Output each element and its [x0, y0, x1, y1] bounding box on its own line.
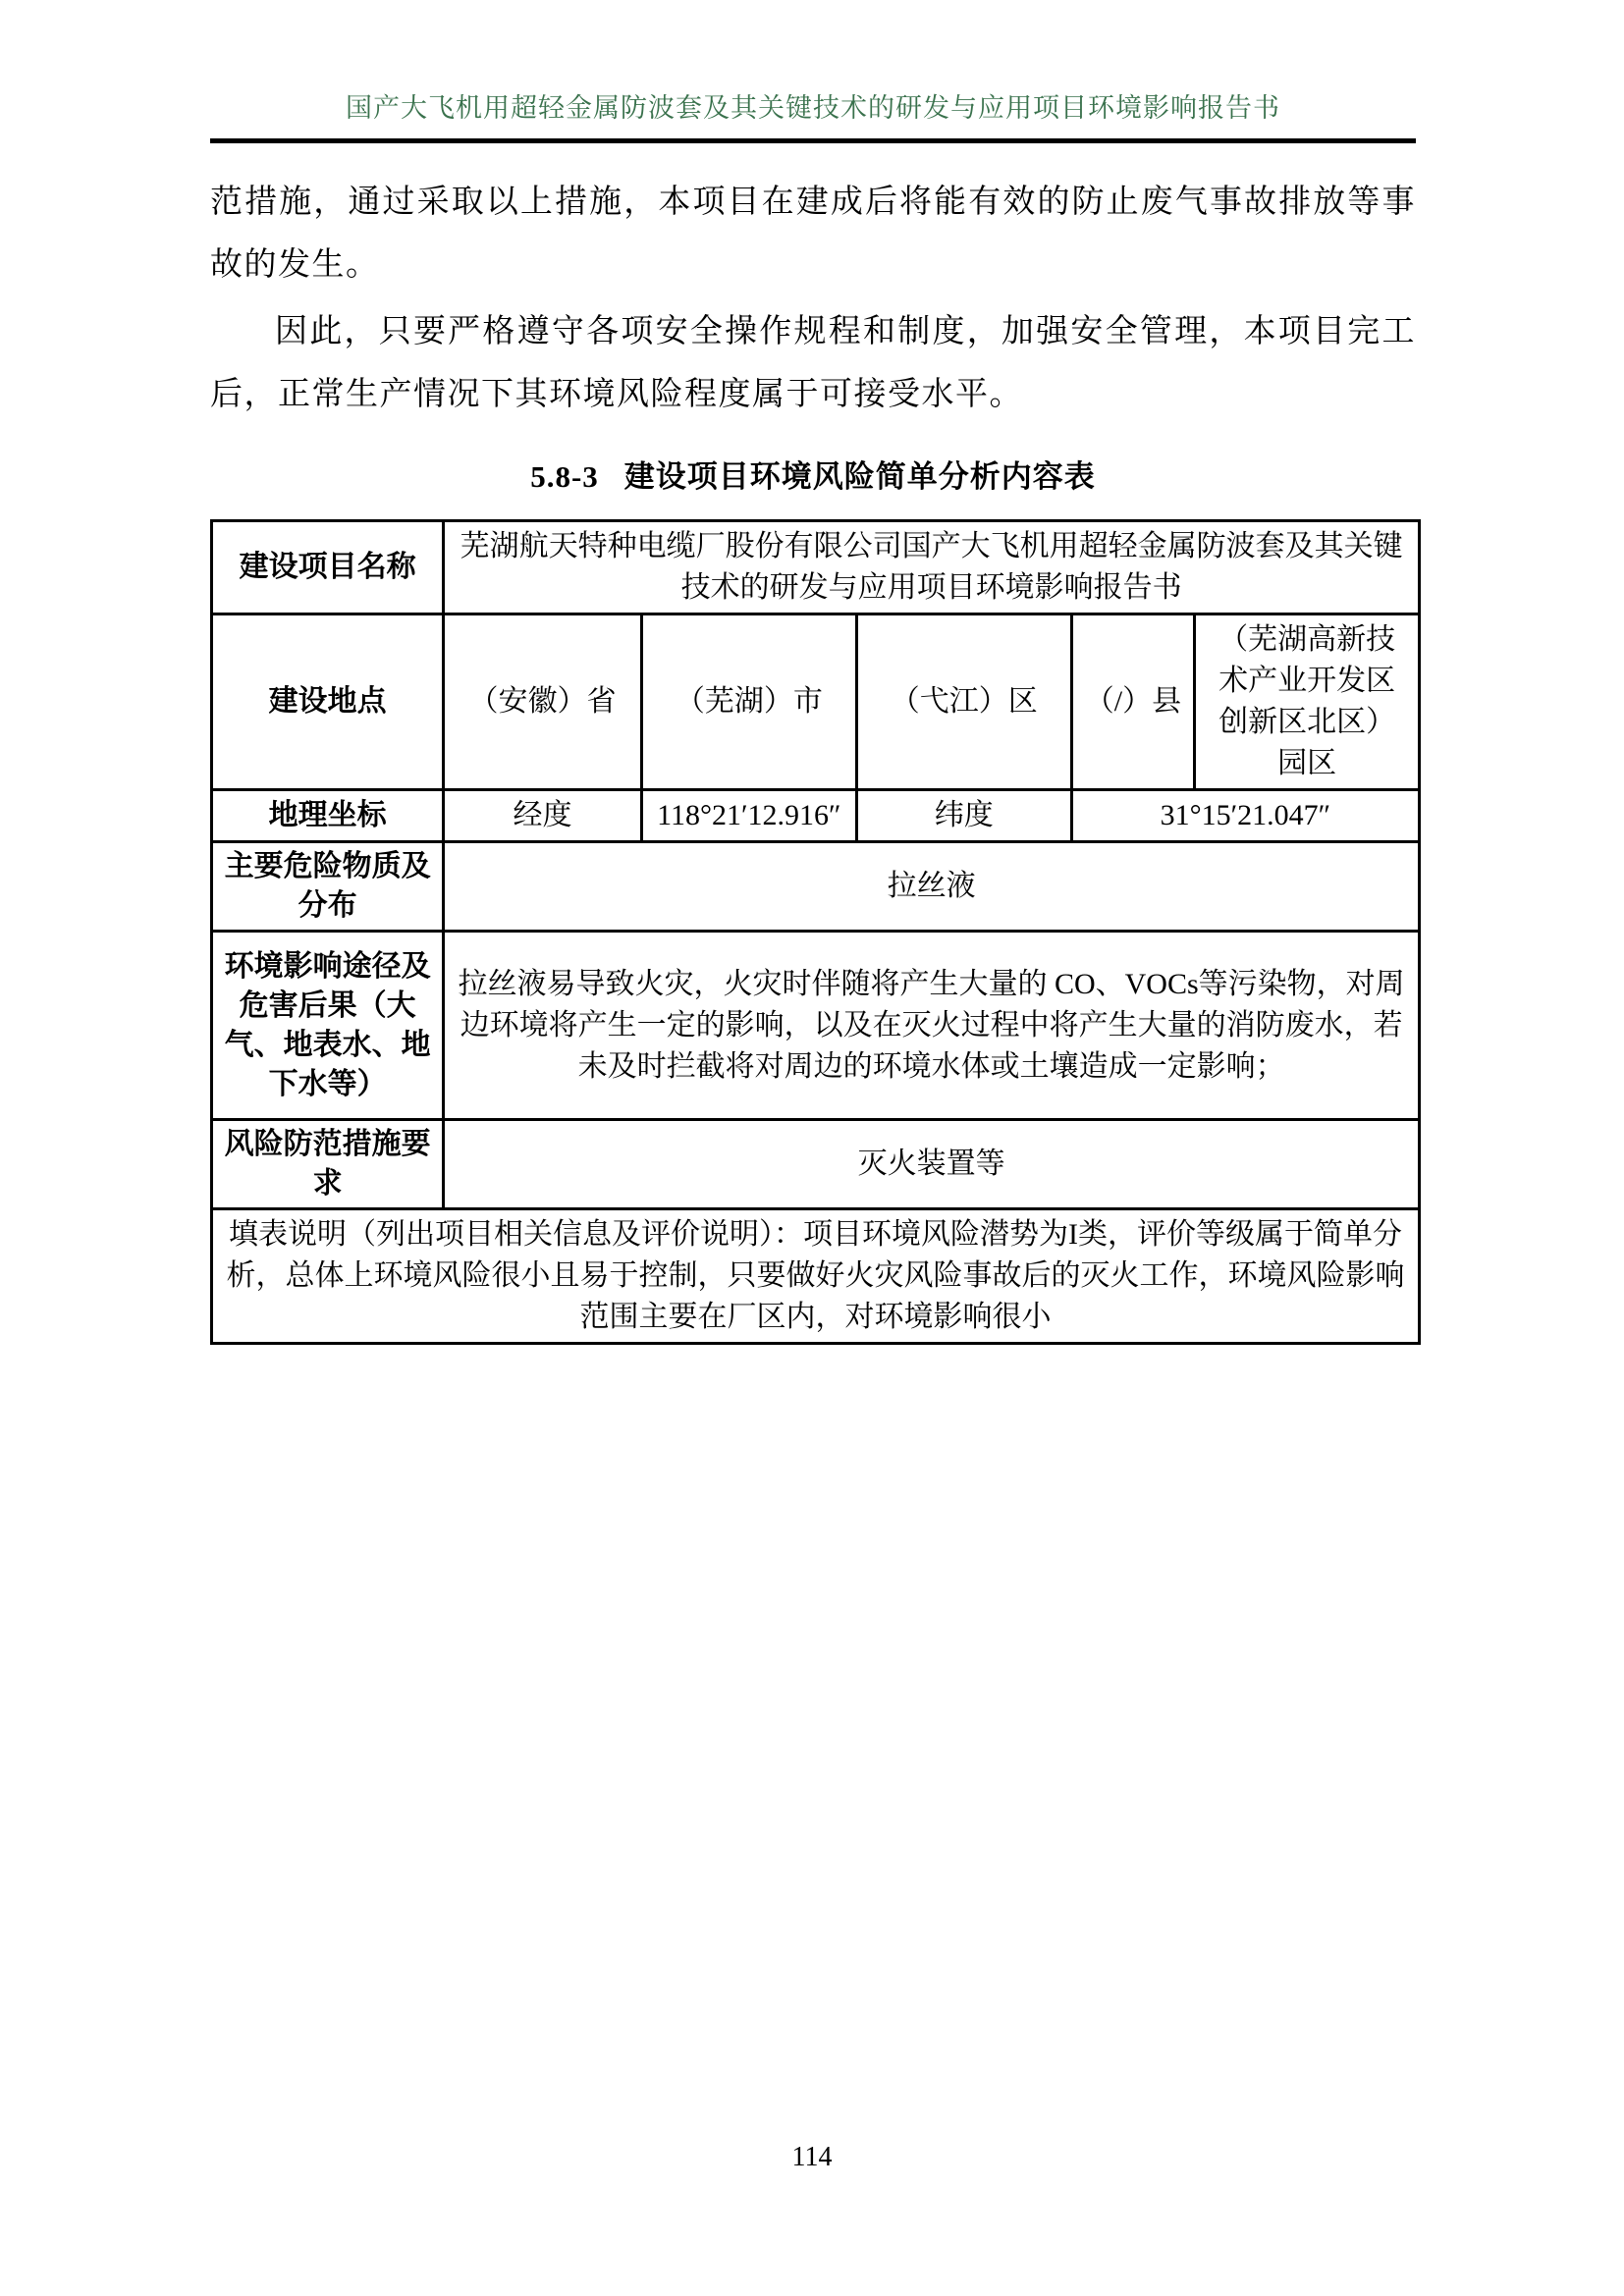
impact-pathway-label: 环境影响途径及危害后果（大气、地表水、地下水等） — [212, 932, 444, 1120]
longitude-value: 118°21′12.916″ — [641, 790, 856, 842]
page-header — [210, 86, 1416, 143]
filling-note-text: 填表说明（列出项目相关信息及评价说明）：项目环境风险潜势为I类，评价等级属于简单分析，总体上环境风险很小且易于控制，只要做好火灾风险事故后的灭火工作，环境风险影响范围主要在厂区内，对环境影响很小 — [212, 1209, 1420, 1344]
project-name-value: 芜湖航天特种电缆厂股份有限公司国产大飞机用超轻金属防波套及其关键技术的研发与应用项目环境影响报告书 — [444, 521, 1420, 614]
table-row-filling-note — [212, 1209, 1420, 1344]
prevention-measures-label: 风险防范措施要求 — [212, 1120, 444, 1209]
prevention-measures-value: 灭火装置等 — [444, 1120, 1420, 1209]
page-body — [210, 171, 1416, 1345]
coordinates-label: 地理坐标 — [212, 790, 444, 842]
table-row-coordinates — [212, 790, 1420, 842]
table-row-location — [212, 614, 1420, 790]
latitude-value: 31°15′21.047″ — [1071, 790, 1419, 842]
table-caption-title: 建设项目环境风险简单分析内容表 — [623, 459, 1096, 494]
header-rule — [210, 138, 1416, 143]
page-number: 114 — [791, 2142, 833, 2172]
table-row-prevention-measures — [212, 1120, 1420, 1209]
longitude-label: 经度 — [444, 790, 642, 842]
table-caption-number: 5.8-3 — [530, 459, 599, 494]
location-label: 建设地点 — [212, 614, 444, 790]
risk-analysis-table — [210, 519, 1421, 1345]
table-row-impact-pathway — [212, 932, 1420, 1120]
table-caption — [210, 452, 1416, 496]
paragraph-2: 因此，只要严格遵守各项安全操作规程和制度，加强安全管理，本项目完工后，正常生产情况下其环境风险程度属于可接受水平。 — [210, 314, 1416, 412]
hazardous-material-label: 主要危险物质及分布 — [212, 842, 444, 932]
location-park: （芜湖高新技术产业开发区创新区北区）园区 — [1195, 614, 1420, 790]
impact-pathway-value: 拉丝液易导致火灾，火灾时伴随将产生大量的 CO、VOCs等污染物，对周边环境将产生一定的影响，以及在灭火过程中将产生大量的消防废水，若未及时拦截将对周边的环境水体或土壤造成一定影响； — [444, 932, 1420, 1120]
latitude-label: 纬度 — [856, 790, 1071, 842]
content-column — [210, 0, 1416, 1345]
location-district: （弋江）区 — [856, 614, 1071, 790]
location-province: （安徽）省 — [444, 614, 642, 790]
location-city: （芜湖）市 — [641, 614, 856, 790]
paragraph-1: 范措施，通过采取以上措施，本项目在建成后将能有效的防止废气事故排放等事故的发生。 — [210, 185, 1416, 283]
hazardous-material-value: 拉丝液 — [444, 842, 1420, 932]
table-row-project-name — [212, 521, 1420, 614]
location-county: （/）县 — [1071, 614, 1194, 790]
table-row-hazardous-material — [212, 842, 1420, 932]
header-title: 国产大飞机用超轻金属防波套及其关键技术的研发与应用项目环境影响报告书 — [346, 93, 1280, 123]
project-name-label: 建设项目名称 — [212, 521, 444, 614]
